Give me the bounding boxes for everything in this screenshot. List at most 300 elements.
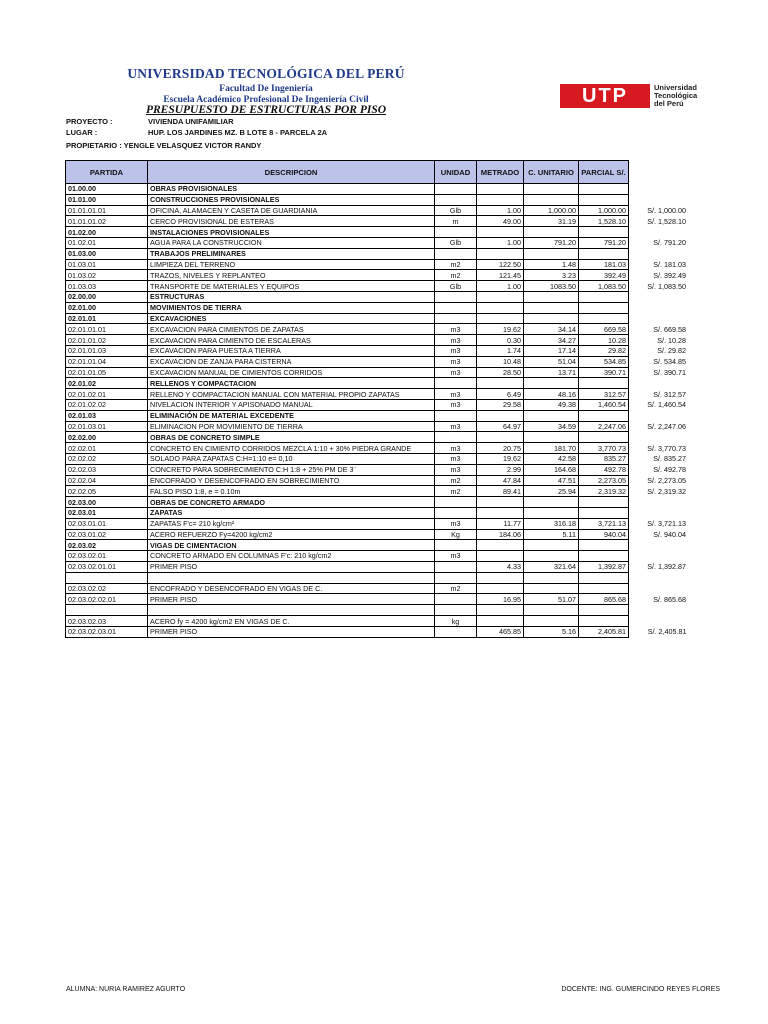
cell-unitario: 42.58 [524,453,579,464]
cell-metrado [477,410,524,421]
cell-parcial [579,302,629,313]
cell-parcial [579,572,629,583]
cell-unidad: m2 [435,270,477,281]
cell-total [629,572,689,583]
cell-partida: 01.03.01 [66,259,148,270]
cell-unitario: 316.18 [524,518,579,529]
cell-metrado: 1.00 [477,281,524,292]
cell-metrado [477,291,524,302]
cell-descripcion: AGUA PARA LA CONSTRUCCION [148,237,435,248]
cell-descripcion: TRABAJOS PRELIMINARES [148,248,435,259]
cell-partida: 02.02.04 [66,475,148,486]
cell-descripcion: EXCAVACION PARA PUESTA A TIERRA [148,345,435,356]
cell-parcial [579,227,629,238]
table-row-section [66,497,689,508]
cell-descripcion: ESTRUCTURAS [148,291,435,302]
cell-unidad [435,313,477,324]
cell-unidad [435,194,477,205]
cell-parcial: 2,319.32 [579,486,629,497]
cell-unitario: 181.70 [524,443,579,454]
cell-unitario: 1.48 [524,259,579,270]
cell-unidad [435,184,477,195]
cell-metrado: 28.50 [477,367,524,378]
cell-unidad: m3 [435,518,477,529]
cell-descripcion: ZAPATAS [148,507,435,518]
cell-unitario: 13.71 [524,367,579,378]
cell-partida: 02.01.02.02 [66,399,148,410]
cell-metrado [477,551,524,562]
cell-total [629,194,689,205]
table-row [66,324,689,335]
cell-metrado: 47.84 [477,475,524,486]
cell-metrado: 1.00 [477,237,524,248]
cell-parcial: 1,528.10 [579,216,629,227]
cell-parcial: 29.82 [579,345,629,356]
cell-metrado: 121.45 [477,270,524,281]
cell-unitario: 34.59 [524,421,579,432]
cell-parcial: 312.57 [579,389,629,400]
cell-total: S/. 2,319.32 [647,486,686,496]
cell-descripcion: EXCAVACIONES [148,313,435,324]
cell-unitario: 791.20 [524,237,579,248]
cell-partida: 02.01.01.05 [66,367,148,378]
cell-unitario [524,194,579,205]
table-row [66,583,689,594]
table-row [66,475,689,486]
cell-total [629,291,689,302]
cell-unidad: m3 [435,421,477,432]
cell-total: S/. 835.27 [653,454,686,464]
cell-unitario: 34.27 [524,335,579,346]
cell-partida: 02.03.01.01 [66,518,148,529]
cell-descripcion: TRANSPORTE DE MATERIALES Y EQUIPOS [148,281,435,292]
cell-unitario [524,432,579,443]
logo-line-3: del Perú [654,99,684,108]
cell-unitario: 164.68 [524,464,579,475]
cell-total: S/. 3,721.13 [647,519,686,529]
table-row-section [66,540,689,551]
table-row [66,627,689,638]
cell-metrado [477,184,524,195]
cell-total [629,507,689,518]
cell-descripcion: CONCRETO PARA SOBRECIMIENTO C:H 1:8 + 25% PM DE 3¨ [148,464,435,475]
cell-partida: 01.03.03 [66,281,148,292]
cell-partida: 02.02.01 [66,443,148,454]
project-value: VIVIENDA UNIFAMILIAR [148,117,234,126]
cell-descripcion [148,572,435,583]
cell-unidad: kg [435,616,477,627]
cell-metrado: 29.58 [477,399,524,410]
cell-total [629,302,689,313]
cell-total: S/. 390.71 [653,367,686,377]
cell-unidad: m2 [435,486,477,497]
cell-descripcion: LIMPIEZA DEL TERRENO [148,259,435,270]
cell-parcial: 1,460.54 [579,399,629,410]
cell-metrado [477,432,524,443]
cell-unitario [524,248,579,259]
cell-total: S/. 312.57 [653,389,686,399]
cell-partida: 02.03.02.02.01 [66,594,148,605]
cell-metrado: 0.30 [477,335,524,346]
cell-parcial: 669.58 [579,324,629,335]
table-row-section [66,410,689,421]
cell-unidad: m3 [435,335,477,346]
cell-parcial: 181.03 [579,259,629,270]
table-row-section [66,248,689,259]
cell-descripcion: PRIMER PISO [148,561,435,572]
cell-parcial: 390.71 [579,367,629,378]
cell-unitario [524,583,579,594]
cell-partida: 02.03.02.03.01 [66,627,148,638]
cell-unidad [435,627,477,638]
location-value: HUP. LOS JARDINES MZ. B LOTE 8 - PARCELA 2A [148,128,328,137]
cell-total: S/. 1,460.54 [647,400,686,410]
cell-unitario [524,291,579,302]
cell-partida [66,605,148,616]
cell-metrado: 1.00 [477,205,524,216]
cell-metrado [477,248,524,259]
table-row [66,237,689,248]
table-row [66,216,689,227]
cell-descripcion: EXCAVACION PARA CIMIENTOS DE ZAPATAS [148,324,435,335]
cell-unitario [524,507,579,518]
cell-descripcion: CONSTRUCCIONES PROVISIONALES [148,194,435,205]
cell-partida: 02.01.01.01 [66,324,148,335]
cell-unitario [524,616,579,627]
cell-unidad [435,572,477,583]
cell-partida: 02.03.02.02 [66,583,148,594]
cell-parcial [579,248,629,259]
table-row-section [66,313,689,324]
cell-unidad: Glb [435,205,477,216]
cell-metrado: 16.95 [477,594,524,605]
table-row [66,356,689,367]
cell-total [629,184,689,195]
table-row [66,205,689,216]
table-row-section [66,507,689,518]
table-row [66,281,689,292]
cell-descripcion: OBRAS PROVISIONALES [148,184,435,195]
cell-total [629,605,689,616]
cell-parcial: 2,247.06 [579,421,629,432]
cell-partida: 02.03.00 [66,497,148,508]
cell-unitario: 1083.50 [524,281,579,292]
budget-table [65,160,689,638]
cell-partida: 02.01.02.01 [66,389,148,400]
cell-metrado: 122.50 [477,259,524,270]
cell-total: S/. 2,247.06 [647,421,686,431]
cell-partida: 02.01.03 [66,410,148,421]
cell-unitario: 17.14 [524,345,579,356]
cell-metrado [477,572,524,583]
cell-metrado [477,194,524,205]
cell-partida: 01.00.00 [66,184,148,195]
cell-unitario: 31.19 [524,216,579,227]
table-row [66,561,689,572]
owner-value: PROPIETARIO : YENGLE VELASQUEZ VICTOR RANDY [66,141,262,150]
cell-unidad [435,605,477,616]
cell-partida: 02.01.02 [66,378,148,389]
cell-total [629,551,689,562]
cell-total: S/. 2,405.81 [647,627,687,637]
cell-parcial [579,194,629,205]
cell-unitario: 34.14 [524,324,579,335]
cell-unitario [524,605,579,616]
cell-unidad: m2 [435,583,477,594]
cell-unidad: m3 [435,367,477,378]
header-descripcion: DESCRIPCION [148,161,435,184]
cell-descripcion: OFICINA, ALAMACEN Y CASETA DE GUARDIANIA [148,205,435,216]
cell-total: S/. 3,770.73 [647,443,686,453]
cell-descripcion [148,605,435,616]
cell-unitario: 51.07 [524,594,579,605]
cell-descripcion: EXCAVACION PARA CIMIENTO DE ESCALERAS [148,335,435,346]
university-name: UNIVERSIDAD TECNOLÓGICA DEL PERÚ [127,66,405,81]
cell-metrado: 20.75 [477,443,524,454]
cell-unitario: 1,000.00 [524,205,579,216]
table-row [66,453,689,464]
cell-descripcion: CERCO PROVISIONAL DE ESTERAS [148,216,435,227]
cell-parcial [579,291,629,302]
cell-metrado: 89.41 [477,486,524,497]
cell-unitario: 49.38 [524,399,579,410]
cell-unidad [435,432,477,443]
cell-descripcion: VIGAS DE CIMENTACION [148,540,435,551]
cell-descripcion: ELIMINACION POR MOVIMIENTO DE TIERRA [148,421,435,432]
cell-parcial: 492.78 [579,464,629,475]
cell-descripcion: FALSO PISO 1:8, e = 0.10m [148,486,435,497]
cell-partida: 01.03.00 [66,248,148,259]
cell-metrado: 64.97 [477,421,524,432]
cell-parcial [579,583,629,594]
cell-unidad [435,561,477,572]
cell-metrado: 19.62 [477,324,524,335]
cell-total: S/. 1,000.00 [647,205,686,215]
cell-unidad [435,248,477,259]
cell-unidad: m3 [435,443,477,454]
cell-parcial [579,432,629,443]
cell-descripcion: MOVIMIENTOS DE TIERRA [148,302,435,313]
cell-unidad [435,497,477,508]
cell-unidad [435,507,477,518]
cell-parcial [579,507,629,518]
cell-parcial: 791.20 [579,237,629,248]
cell-partida: 02.01.01 [66,313,148,324]
cell-descripcion: ACERO fy = 4200 kg/cm2 EN VIGAS DE C. [148,616,435,627]
cell-unitario: 5.11 [524,529,579,540]
header-partida: PARTIDA [66,161,148,184]
cell-total: S/. 492.78 [653,465,686,475]
cell-partida: 01.03.02 [66,270,148,281]
cell-metrado: 184.06 [477,529,524,540]
cell-partida: 02.03.02.03 [66,616,148,627]
cell-unidad [435,291,477,302]
cell-descripcion: ELIMINACIÓN DE MATERIAL EXCEDENTE [148,410,435,421]
table-row [66,616,689,627]
cell-descripcion: EXCAVACION MANUAL DE CIMIENTOS CORRIDOS [148,367,435,378]
cell-unidad [435,594,477,605]
cell-parcial: 1,083.50 [579,281,629,292]
cell-partida: 01.01.01.01 [66,205,148,216]
cell-metrado [477,605,524,616]
cell-descripcion: INSTALACIONES PROVISIONALES [148,227,435,238]
cell-total [629,248,689,259]
cell-total: S/. 865.68 [653,594,686,604]
table-row-section [66,432,689,443]
cell-unitario [524,410,579,421]
teacher-name: DOCENTE: ING. GUMERCINDO REYES FLORES [561,986,720,993]
cell-total [629,432,689,443]
table-row [66,605,689,616]
cell-total: S/. 392.49 [653,270,686,280]
cell-descripcion: PRIMER PISO [148,627,435,638]
cell-partida: 02.01.00 [66,302,148,313]
cell-partida: 02.02.03 [66,464,148,475]
cell-metrado: 19.62 [477,453,524,464]
location-row [66,128,328,137]
table-row [66,572,689,583]
cell-unidad: Kg [435,529,477,540]
cell-descripcion: PRIMER PISO [148,594,435,605]
cell-unidad: m3 [435,551,477,562]
cell-metrado [477,313,524,324]
cell-partida: 01.01.00 [66,194,148,205]
cell-total: S/. 1,083.50 [647,281,686,291]
cell-partida: 02.00.00 [66,291,148,302]
logo-line-2: Tecnológica [654,91,698,100]
cell-parcial [579,497,629,508]
cell-descripcion: CONCRETO ARMADO EN COLUMNAS F'c: 210 kg/cm2 [148,551,435,562]
cell-descripcion: ZAPATAS F'c= 210 kg/cm² [148,518,435,529]
cell-unitario [524,497,579,508]
cell-metrado [477,616,524,627]
cell-unidad [435,410,477,421]
cell-metrado: 465.85 [477,627,524,638]
cell-metrado [477,540,524,551]
utp-logo [560,84,697,108]
utp-logo-text [654,84,697,108]
cell-unidad: m3 [435,389,477,400]
cell-partida: 01.01.01.02 [66,216,148,227]
cell-total [629,497,689,508]
cell-metrado [477,497,524,508]
cell-parcial [579,540,629,551]
cell-metrado [477,302,524,313]
cell-descripcion: EXCAVACION DE ZANJA PARA CISTERNA [148,356,435,367]
cell-unidad [435,540,477,551]
table-row [66,367,689,378]
cell-parcial [579,551,629,562]
cell-total: S/. 791.20 [653,238,686,248]
cell-unitario [524,378,579,389]
cell-parcial: 3,770.73 [579,443,629,454]
cell-unitario [524,551,579,562]
project-label: PROYECTO : [66,117,113,126]
cell-partida: 01.02.01 [66,237,148,248]
cell-total: S/. 940.04 [653,529,686,539]
cell-unidad: m3 [435,453,477,464]
cell-parcial [579,184,629,195]
utp-logo-mark: UTP [560,84,650,108]
table-row [66,270,689,281]
cell-total [629,616,689,627]
cell-unitario: 48.16 [524,389,579,400]
owner-row [66,141,261,150]
table-row [66,443,689,454]
cell-metrado [477,583,524,594]
cell-unitario [524,540,579,551]
cell-total: S/. 1,528.10 [647,216,686,226]
cell-parcial: 3,721.13 [579,518,629,529]
cell-total [629,227,689,238]
cell-descripcion: NIVELACION INTERIOR Y APISONADO MANUAL [148,399,435,410]
table-row-section [66,302,689,313]
cell-partida: 02.03.02.01 [66,551,148,562]
document-title: PRESUPUESTO DE ESTRUCTURAS POR PISO [145,104,387,116]
cell-metrado: 11.77 [477,518,524,529]
cell-descripcion: ACERO REFUERZO Fy=4200 kg/cm2 [148,529,435,540]
cell-parcial [579,378,629,389]
cell-total [629,410,689,421]
cell-parcial: 835.27 [579,453,629,464]
cell-total: S/. 181.03 [653,259,686,269]
cell-unitario: 25.94 [524,486,579,497]
cell-unitario: 5.16 [524,627,579,638]
cell-partida: 01.02.00 [66,227,148,238]
table-header-row [66,161,689,184]
cell-partida [66,572,148,583]
cell-unitario [524,227,579,238]
table-row [66,389,689,400]
header-parcial: PARCIAL S/. [579,161,629,184]
location-label: LUGAR : [66,128,98,137]
cell-metrado: 49.00 [477,216,524,227]
cell-partida: 02.01.01.03 [66,345,148,356]
cell-total: S/. 534.85 [653,357,686,367]
table-row [66,399,689,410]
cell-unidad: m2 [435,259,477,270]
cell-parcial: 534.85 [579,356,629,367]
cell-unidad [435,227,477,238]
cell-unitario: 3.23 [524,270,579,281]
cell-total [629,583,689,594]
table-row [66,345,689,356]
cell-unitario [524,572,579,583]
cell-partida: 02.01.03.01 [66,421,148,432]
cell-partida: 02.03.02 [66,540,148,551]
header-unidad: UNIDAD [435,161,477,184]
cell-unidad [435,378,477,389]
cell-unitario: 47.51 [524,475,579,486]
cell-unidad: Glb [435,237,477,248]
table-row [66,464,689,475]
cell-unidad [435,302,477,313]
cell-parcial: 2,405.81 [579,627,629,638]
table-row-section [66,378,689,389]
cell-parcial: 392.49 [579,270,629,281]
cell-descripcion: RELLENOS Y COMPACTACION [148,378,435,389]
header-metrado: METRADO [477,161,524,184]
cell-unitario: 51.04 [524,356,579,367]
cell-parcial [579,313,629,324]
cell-total: S/. 29.82 [657,346,686,356]
student-name: ALUMNA: NURIA RAMIREZ AGURTO [66,986,186,993]
table-row [66,486,689,497]
cell-parcial: 1,000.00 [579,205,629,216]
cell-total [629,313,689,324]
cell-parcial: 10.28 [579,335,629,346]
cell-parcial: 1,392.87 [579,561,629,572]
